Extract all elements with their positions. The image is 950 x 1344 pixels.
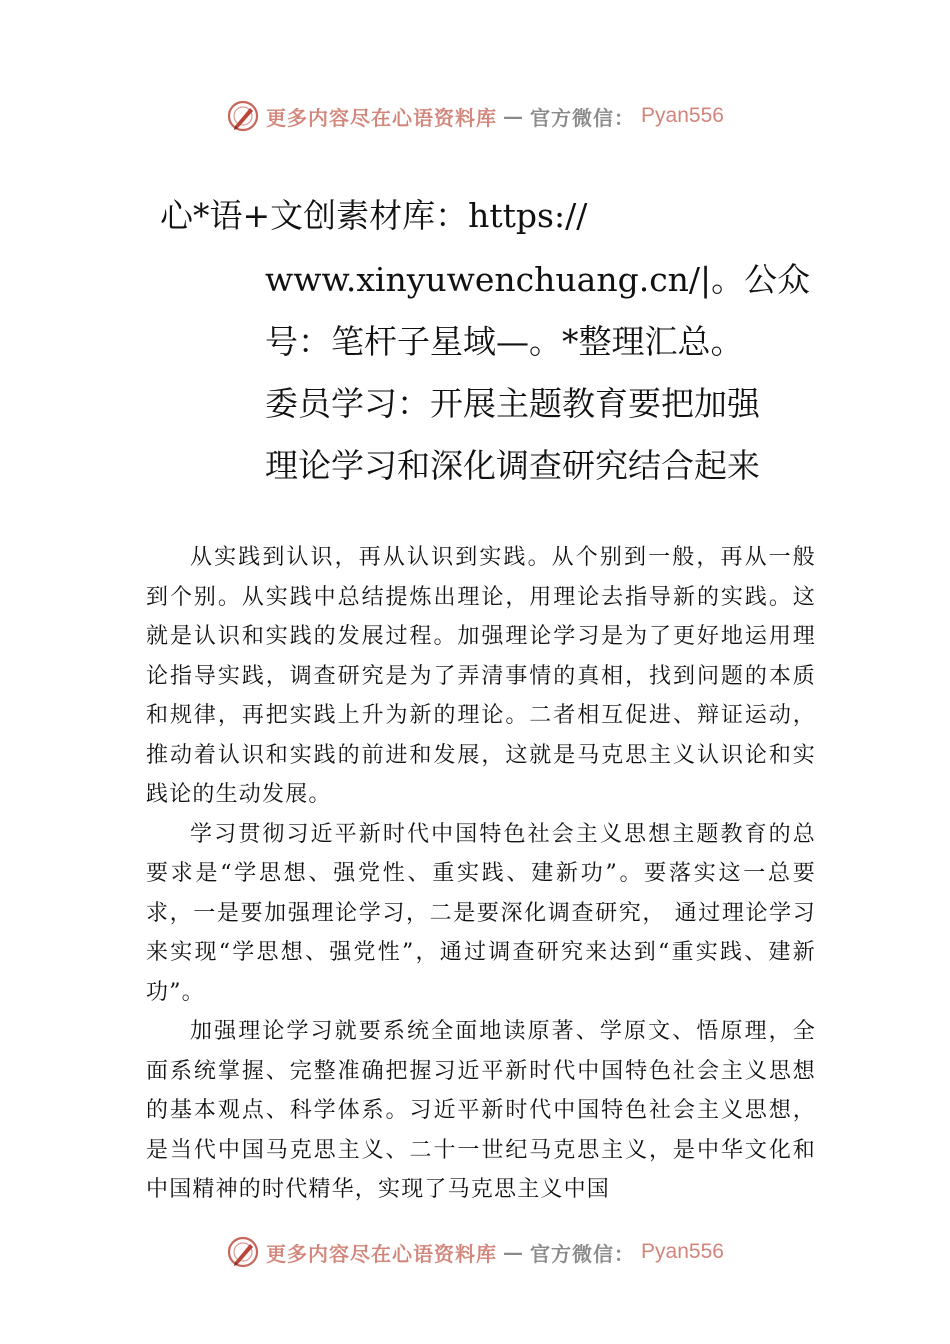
- body-paragraph-1: 从实践到认识，再从认识到实践。从个别到一般，再从一般到个别。从实践中总结提炼出理论，用理论去指导新的实践。这就是认识和实践的发展过程。加强理论学习是为了更好地运用理论指导实践，调查研究是为了弄清事情的真相，找到问题的本质和规律，再把实践上升为新的理论。二者相互促进、辩证运动，推动着认识和实践的前进和发展，这就是马克思主义认识论和实践论的生动发展。: [146, 545, 816, 807]
- pen-logo-icon: [226, 1235, 260, 1269]
- banner-wechat-label: 官方微信：: [530, 105, 636, 130]
- title-line-5: 理论学习和深化调查研究结合起来: [265, 446, 760, 485]
- header-banner: [0, 96, 950, 136]
- title-line-1: 心*语+文创素材库：https://: [160, 196, 588, 235]
- banner-wechat-id: Pyan556: [641, 104, 724, 127]
- document-body: [146, 538, 816, 1210]
- title-line-3: 号：笔杆子星域—。*整理汇总。: [265, 322, 744, 361]
- banner-wechat-label: 官方微信：: [530, 1241, 636, 1266]
- pen-logo-icon: [226, 99, 260, 133]
- banner-separator: —: [503, 1240, 525, 1264]
- title-line-2: www.xinyuwenchuang.cn/|。公众: [265, 260, 811, 299]
- body-paragraph-2: 学习贯彻习近平新时代中国特色社会主义思想主题教育的总要求是“学思想、强党性、重实践、建新功”。要落实这一总要求，一是要加强理论学习，二是要深化调查研究， 通过理论学习来实现“学思想、强党性”，通过调查研究来达到“重实践、建新功”。: [146, 821, 816, 1005]
- banner-separator: —: [503, 104, 525, 128]
- body-paragraph-3: 加强理论学习就要系统全面地读原著、学原文、悟原理，全面系统掌握、完整准确把握习近平新时代中国特色社会主义思想的基本观点、科学体系。习近平新时代中国特色社会主义思想，是当代中国马克思主义、二十一世纪马克思主义，是中华文化和中国精神的时代精华，实现了马克思主义中国: [146, 1019, 816, 1202]
- footer-banner: [0, 1232, 950, 1272]
- banner-brand-text: 更多内容尽在心语资料库: [266, 1241, 498, 1266]
- banner-brand-text: 更多内容尽在心语资料库: [266, 105, 498, 130]
- banner-wechat-id: Pyan556: [641, 1240, 724, 1263]
- title-line-4: 委员学习：开展主题教育要把加强: [265, 384, 760, 423]
